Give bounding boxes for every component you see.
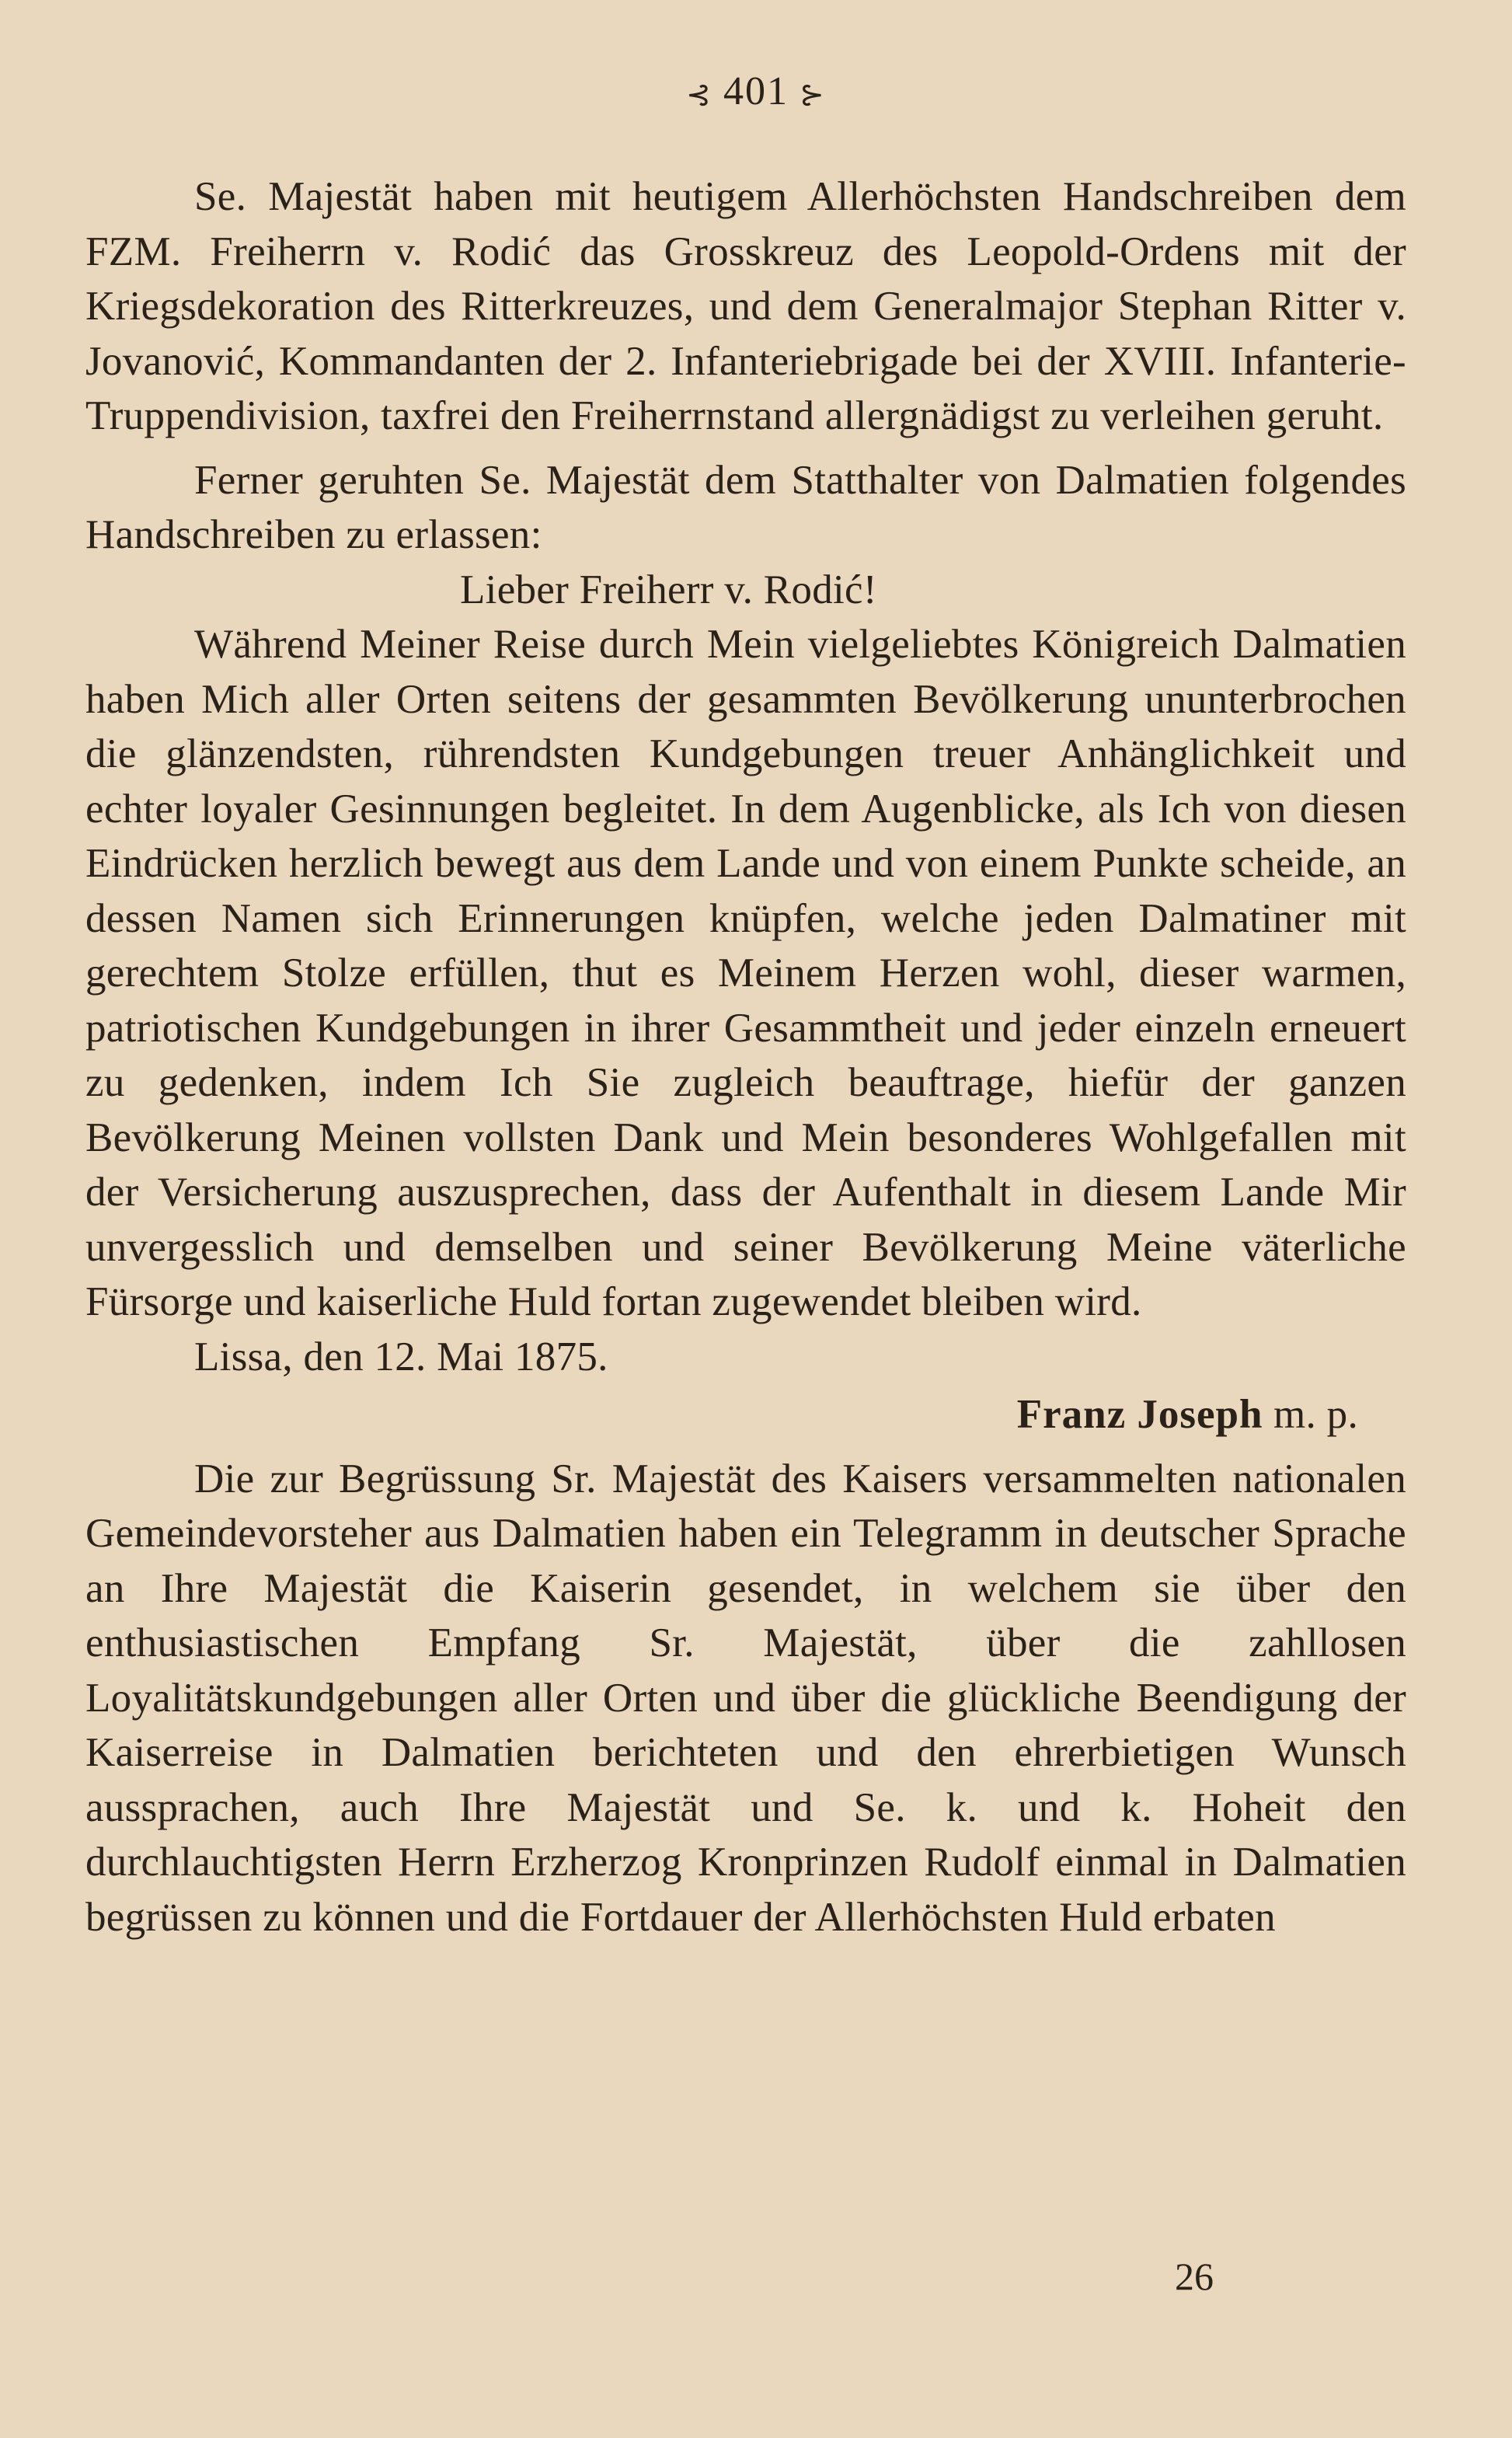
page-header [0, 68, 1512, 114]
paragraph-handschreiben-intro: Ferner geruhten Se. Majestät dem Statthalter von Dalmatien folgendes Handschreiben zu erlassen: [85, 457, 1406, 557]
paragraph-letter-body: Während Meiner Reise durch Mein vielgeliebtes Königreich Dalmatien haben Mich aller Orten seitens der gesammten Bevölkerung ununterbrochen die glänzendsten, rührendsten Kundgebungen treuer Anhänglichkeit und echter loyaler Gesinnungen begleitet. In dem Augenblicke, als Ich von diesen Eindrücken herzlich bewegt aus dem Lande und von einem Punkte scheide, an dessen Namen sich Erinnerungen knüpfen, welche jeden Dalmatiner mit gerechtem Stolze erfüllen, thut es Meinem Herzen wohl, dieser warmen, patriotischen Kundgebungen in ihrer Gesammtheit und jeder einzeln erneuert zu gedenken, indem Ich Sie zugleich beauftrage, hiefür der ganzen Bevölkerung Meinen vollsten Dank und Mein besonderes Wohlgefallen mit der Versicherung auszusprechen, dass der Aufenthalt in diesem Lande Mir unvergesslich und demselben und seiner Bevölkerung Meine väterliche Fürsorge und kaiserliche Huld fortan zugewendet bleiben wird. [85, 622, 1406, 1324]
ornament-right-icon: ⊱ [800, 78, 826, 112]
letter-signature [85, 1387, 1406, 1442]
page-number: 401 [723, 69, 789, 113]
paragraph-decoration-awards: Se. Majestät haben mit heutigem Allerhöchsten Handschreiben dem FZM. Freiherrn v. Rodić das Grosskreuz des Leopold-Ordens mit der Kriegsdekoration des Ritterkreuzes, und dem Generalmajor Stephan Ritter v. Jovanović, Kommandanten der 2. Infanteriebrigade bei der XVIII. Infanterie-Truppendivision, taxfrei den Freiherrnstand allergnädigst zu verleihen geruht. [85, 174, 1406, 438]
page-body [85, 169, 1406, 1944]
letter-salutation: Lieber Freiherr v. Rodić! [460, 567, 877, 612]
paragraph-telegram: Die zur Begrüssung Sr. Majestät des Kaisers versammelten nationalen Gemeindevorsteher aus Dalmatien haben ein Telegramm in deutscher Sprache an Ihre Majestät die Kaiserin gesendet, in welchem sie über den enthusiastischen Empfang Sr. Majestät, über die zahllosen Loyalitätskundgebungen aller Orten und über die glückliche Beendigung der Kaiserreise in Dalmatien berichteten und den ehrerbietigen Wunsch aussprachen, auch Ihre Majestät und Se. k. und k. Hoheit den durchlauchtigsten Herrn Erzherzog Kronprinzen Rudolf einmal in Dalmatien begrüssen zu können und die Fortdauer der Allerhöchsten Huld erbaten [85, 1456, 1406, 1940]
letter-dateline: Lissa, den 12. Mai 1875. [194, 1334, 608, 1379]
ornament-left-icon: ⊰ [686, 78, 712, 112]
signature-mark: 26 [1175, 2255, 1214, 2298]
signature-name: Franz Joseph [1016, 1392, 1263, 1437]
signature-suffix: m. p. [1273, 1392, 1358, 1437]
